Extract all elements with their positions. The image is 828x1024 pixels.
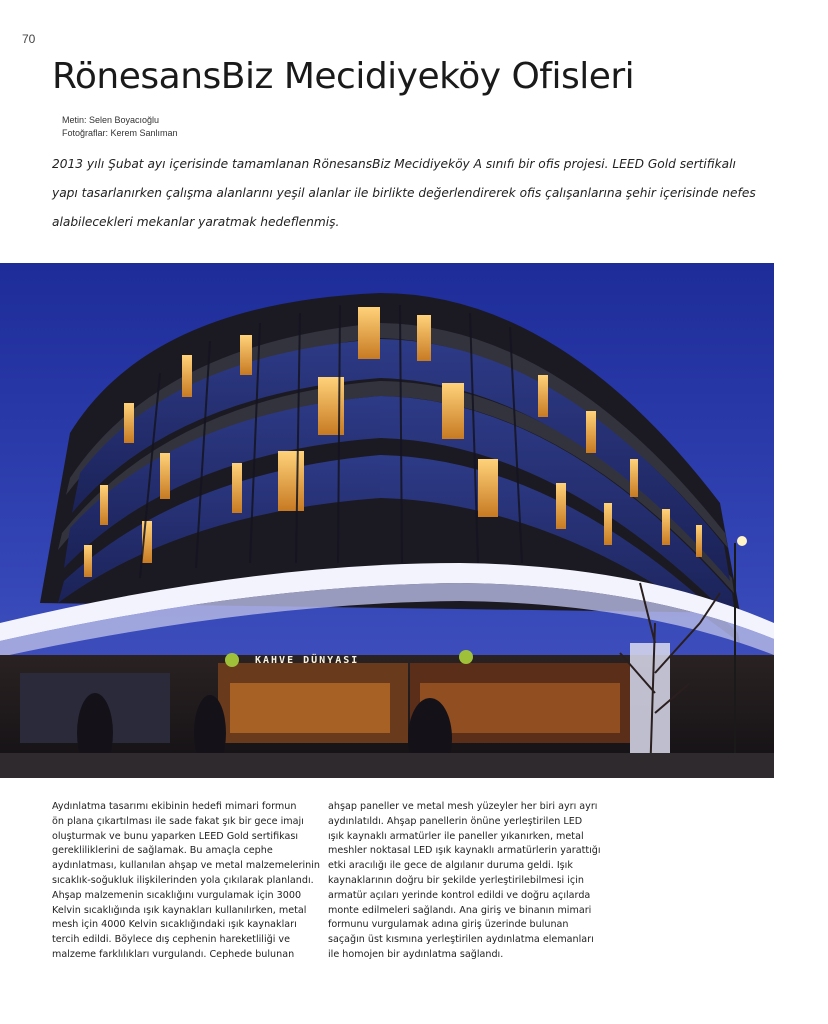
body-line: ön plana çıkartılması ile sade fakat şık bir gece imajı bbox=[52, 815, 304, 827]
body-line: Aydınlatma tasarımı ekibinin hedefi mimari formun bbox=[52, 801, 297, 812]
body-line: armatür açıları yerinde kontrol edildi ve doğru açılarda bbox=[328, 889, 591, 901]
body-line: etki aracılığı ile gece de algılanır duruma geldi. Işık bbox=[328, 860, 573, 872]
body-line: Kelvin sıcaklığında ışık kaynakları kullanılırken, metal bbox=[52, 904, 307, 916]
article-credits bbox=[62, 114, 178, 140]
body-line: aydınlatıldı. Ahşap panellerin önüne yerleştirilen LED bbox=[328, 815, 583, 827]
body-line: gerekliliklerini de sağlamak. Bu amaçla cephe bbox=[52, 845, 273, 857]
body-column-2 bbox=[328, 800, 601, 963]
text-credit: Metin: Selen Boyacıoğlu bbox=[62, 115, 160, 125]
body-line: tercih edildi. Böylece dış cephenin hareketliliği ve bbox=[52, 934, 291, 946]
body-line: oluşturmak ve bunu yaparken LEED Gold sertifikası bbox=[52, 830, 299, 842]
intro-line: yapı tasarlanırken çalışma alanlarını yeşil alanlar ile birlikte değerlendirerek ofis çalışanlarına şehir içerisinde nefes bbox=[52, 186, 756, 200]
body-line: ahşap paneller ve metal mesh yüzeyler her biri ayrı ayrı bbox=[328, 801, 598, 812]
body-line: sıcaklık-soğukluk ilişkilerinden yola çıkılarak planlandı. bbox=[52, 874, 314, 886]
body-line: mesh için 4000 Kelvin sıcaklığındaki ışık kaynakları bbox=[52, 919, 297, 931]
body-line: aydınlatması, kullanılan ahşap ve metal malzemelerinin bbox=[52, 860, 320, 872]
body-line: monte edilmeleri sağlandı. Ana giriş ve binanın mimari bbox=[328, 904, 592, 916]
shop-logo bbox=[225, 653, 239, 667]
body-line: formunu vurgulamak adına giriş üzerinde bulunan bbox=[328, 919, 569, 931]
article-title: RönesansBiz Mecidiyeköy Ofisleri bbox=[52, 56, 635, 97]
intro-line: 2013 yılı Şubat ayı içerisinde tamamlanan RönesansBiz Mecidiyeköy A sınıfı bir ofis projesi. LEED Gold sertifikalı bbox=[52, 157, 736, 171]
body-line: meshler noktasal LED ışık kaynaklı armatürlerin yarattığı bbox=[328, 845, 601, 857]
shop-sign: KAHVE DÜNYASI bbox=[255, 655, 360, 666]
building-photo bbox=[0, 263, 774, 778]
article-intro bbox=[52, 150, 756, 237]
body-line: ışık kaynaklı armatürler ile paneller yıkanırken, metal bbox=[328, 830, 584, 842]
body-column-1 bbox=[52, 800, 320, 963]
photo-credit: Fotoğraflar: Kerem Sanlıman bbox=[62, 128, 178, 138]
shop-logo bbox=[459, 650, 473, 664]
intro-line: alabilecekleri mekanlar yaratmak hedeflenmiş. bbox=[52, 215, 340, 229]
page-number: 70 bbox=[22, 32, 36, 46]
body-line: Ahşap malzemenin sıcaklığını vurgulamak için 3000 bbox=[52, 889, 302, 901]
body-line: saçağın üst kısmına yerleştirilen aydınlatma elemanları bbox=[328, 934, 594, 946]
body-line: kaynaklarının doğru bir şekilde yerleştirilebilmesi için bbox=[328, 874, 584, 886]
body-line: ile homojen bir aydınlatma sağlandı. bbox=[328, 948, 504, 960]
body-line: malzeme farklılıkları vurgulandı. Cephede bulunan bbox=[52, 948, 295, 960]
